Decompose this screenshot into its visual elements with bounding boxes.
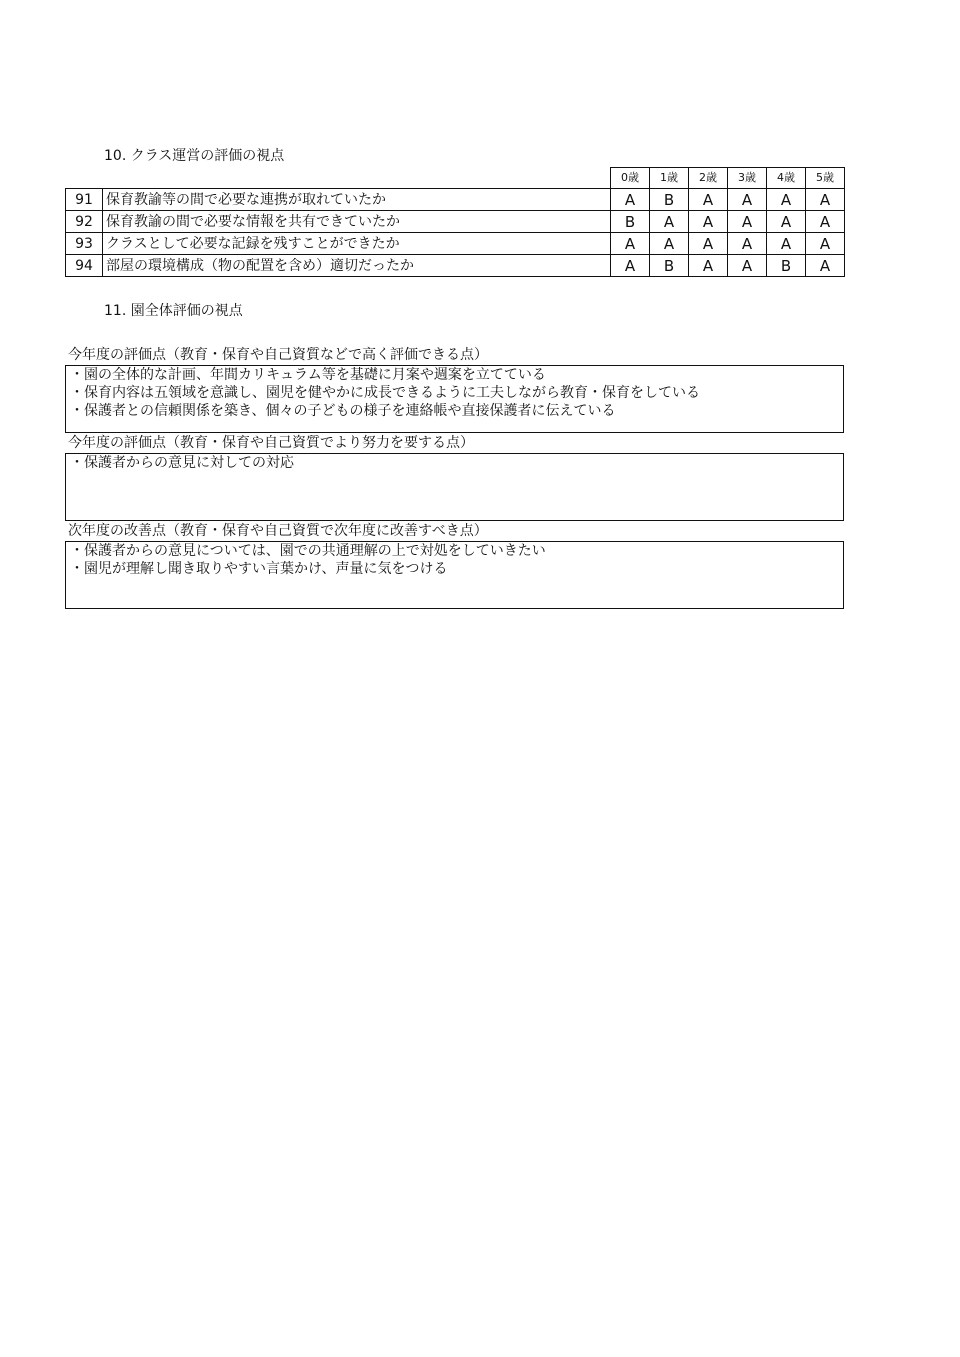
grade-cell: B — [611, 211, 650, 233]
strengths-list — [66, 366, 843, 420]
table-row — [66, 255, 845, 277]
grade-cell: A — [689, 233, 728, 255]
grade-cell: A — [767, 211, 806, 233]
header-blank-cell — [103, 168, 611, 189]
grade-cell: A — [767, 189, 806, 211]
age-header-0: 0歳 — [611, 168, 650, 189]
section-11-title: 11. 園全体評価の視点 — [104, 303, 243, 319]
grade-cell: A — [611, 189, 650, 211]
grade-cell: B — [650, 189, 689, 211]
grade-cell: A — [728, 211, 767, 233]
needs-effort-label: 今年度の評価点（教育・保育や自己資質でより努力を要する点） — [68, 435, 474, 451]
grade-cell: A — [728, 189, 767, 211]
section-10-title: 10. クラス運営の評価の視点 — [104, 148, 285, 164]
row-question: 保育教諭の間で必要な情報を共有できていたか — [103, 211, 611, 233]
improvements-label: 次年度の改善点（教育・保育や自己資質で次年度に改善すべき点） — [68, 523, 488, 539]
needs-effort-box — [65, 453, 844, 521]
strengths-label: 今年度の評価点（教育・保育や自己資質などで高く評価できる点） — [68, 347, 488, 363]
list-item: ・保育内容は五領域を意識し、園児を健やかに成長できるように工夫しながら教育・保育をしている — [70, 385, 700, 401]
table-row — [66, 189, 845, 211]
improvements-box — [65, 541, 844, 609]
age-header-5: 5歳 — [806, 168, 845, 189]
grade-cell: A — [689, 211, 728, 233]
table-row — [66, 233, 845, 255]
needs-effort-list — [66, 454, 843, 472]
grade-cell: A — [728, 255, 767, 277]
row-question: 部屋の環境構成（物の配置を含め）適切だったか — [103, 255, 611, 277]
age-header-4: 4歳 — [767, 168, 806, 189]
grade-cell: A — [689, 189, 728, 211]
grade-cell: B — [767, 255, 806, 277]
row-number: 94 — [66, 255, 103, 277]
age-header-row — [66, 168, 845, 189]
table-row — [66, 211, 845, 233]
grade-cell: A — [650, 233, 689, 255]
grade-cell: A — [728, 233, 767, 255]
row-number: 91 — [66, 189, 103, 211]
header-blank-cell — [66, 168, 103, 189]
strengths-box — [65, 365, 844, 433]
grade-cell: A — [806, 233, 845, 255]
row-question: クラスとして必要な記録を残すことができたか — [103, 233, 611, 255]
list-item: ・保護者からの意見については、園での共通理解の上で対処をしていきたい — [70, 543, 546, 559]
grade-cell: A — [767, 233, 806, 255]
grade-cell: A — [650, 211, 689, 233]
grade-cell: A — [611, 233, 650, 255]
improvements-list — [66, 542, 843, 578]
grade-cell: A — [806, 211, 845, 233]
grade-cell: A — [806, 255, 845, 277]
age-header-1: 1歳 — [650, 168, 689, 189]
row-question: 保育教諭等の間で必要な連携が取れていたか — [103, 189, 611, 211]
grade-cell: A — [806, 189, 845, 211]
list-item: ・園児が理解し聞き取りやすい言葉かけ、声量に気をつける — [70, 561, 448, 577]
age-header-3: 3歳 — [728, 168, 767, 189]
row-number: 93 — [66, 233, 103, 255]
list-item: ・保護者との信頼関係を築き、個々の子どもの様子を連絡帳や直接保護者に伝えている — [70, 403, 616, 419]
row-number: 92 — [66, 211, 103, 233]
grade-cell: B — [650, 255, 689, 277]
grade-cell: A — [689, 255, 728, 277]
list-item: ・保護者からの意見に対しての対応 — [70, 455, 294, 471]
grade-cell: A — [611, 255, 650, 277]
age-header-2: 2歳 — [689, 168, 728, 189]
class-management-table — [65, 167, 845, 277]
list-item: ・園の全体的な計画、年間カリキュラム等を基礎に月案や週案を立てている — [70, 367, 546, 383]
